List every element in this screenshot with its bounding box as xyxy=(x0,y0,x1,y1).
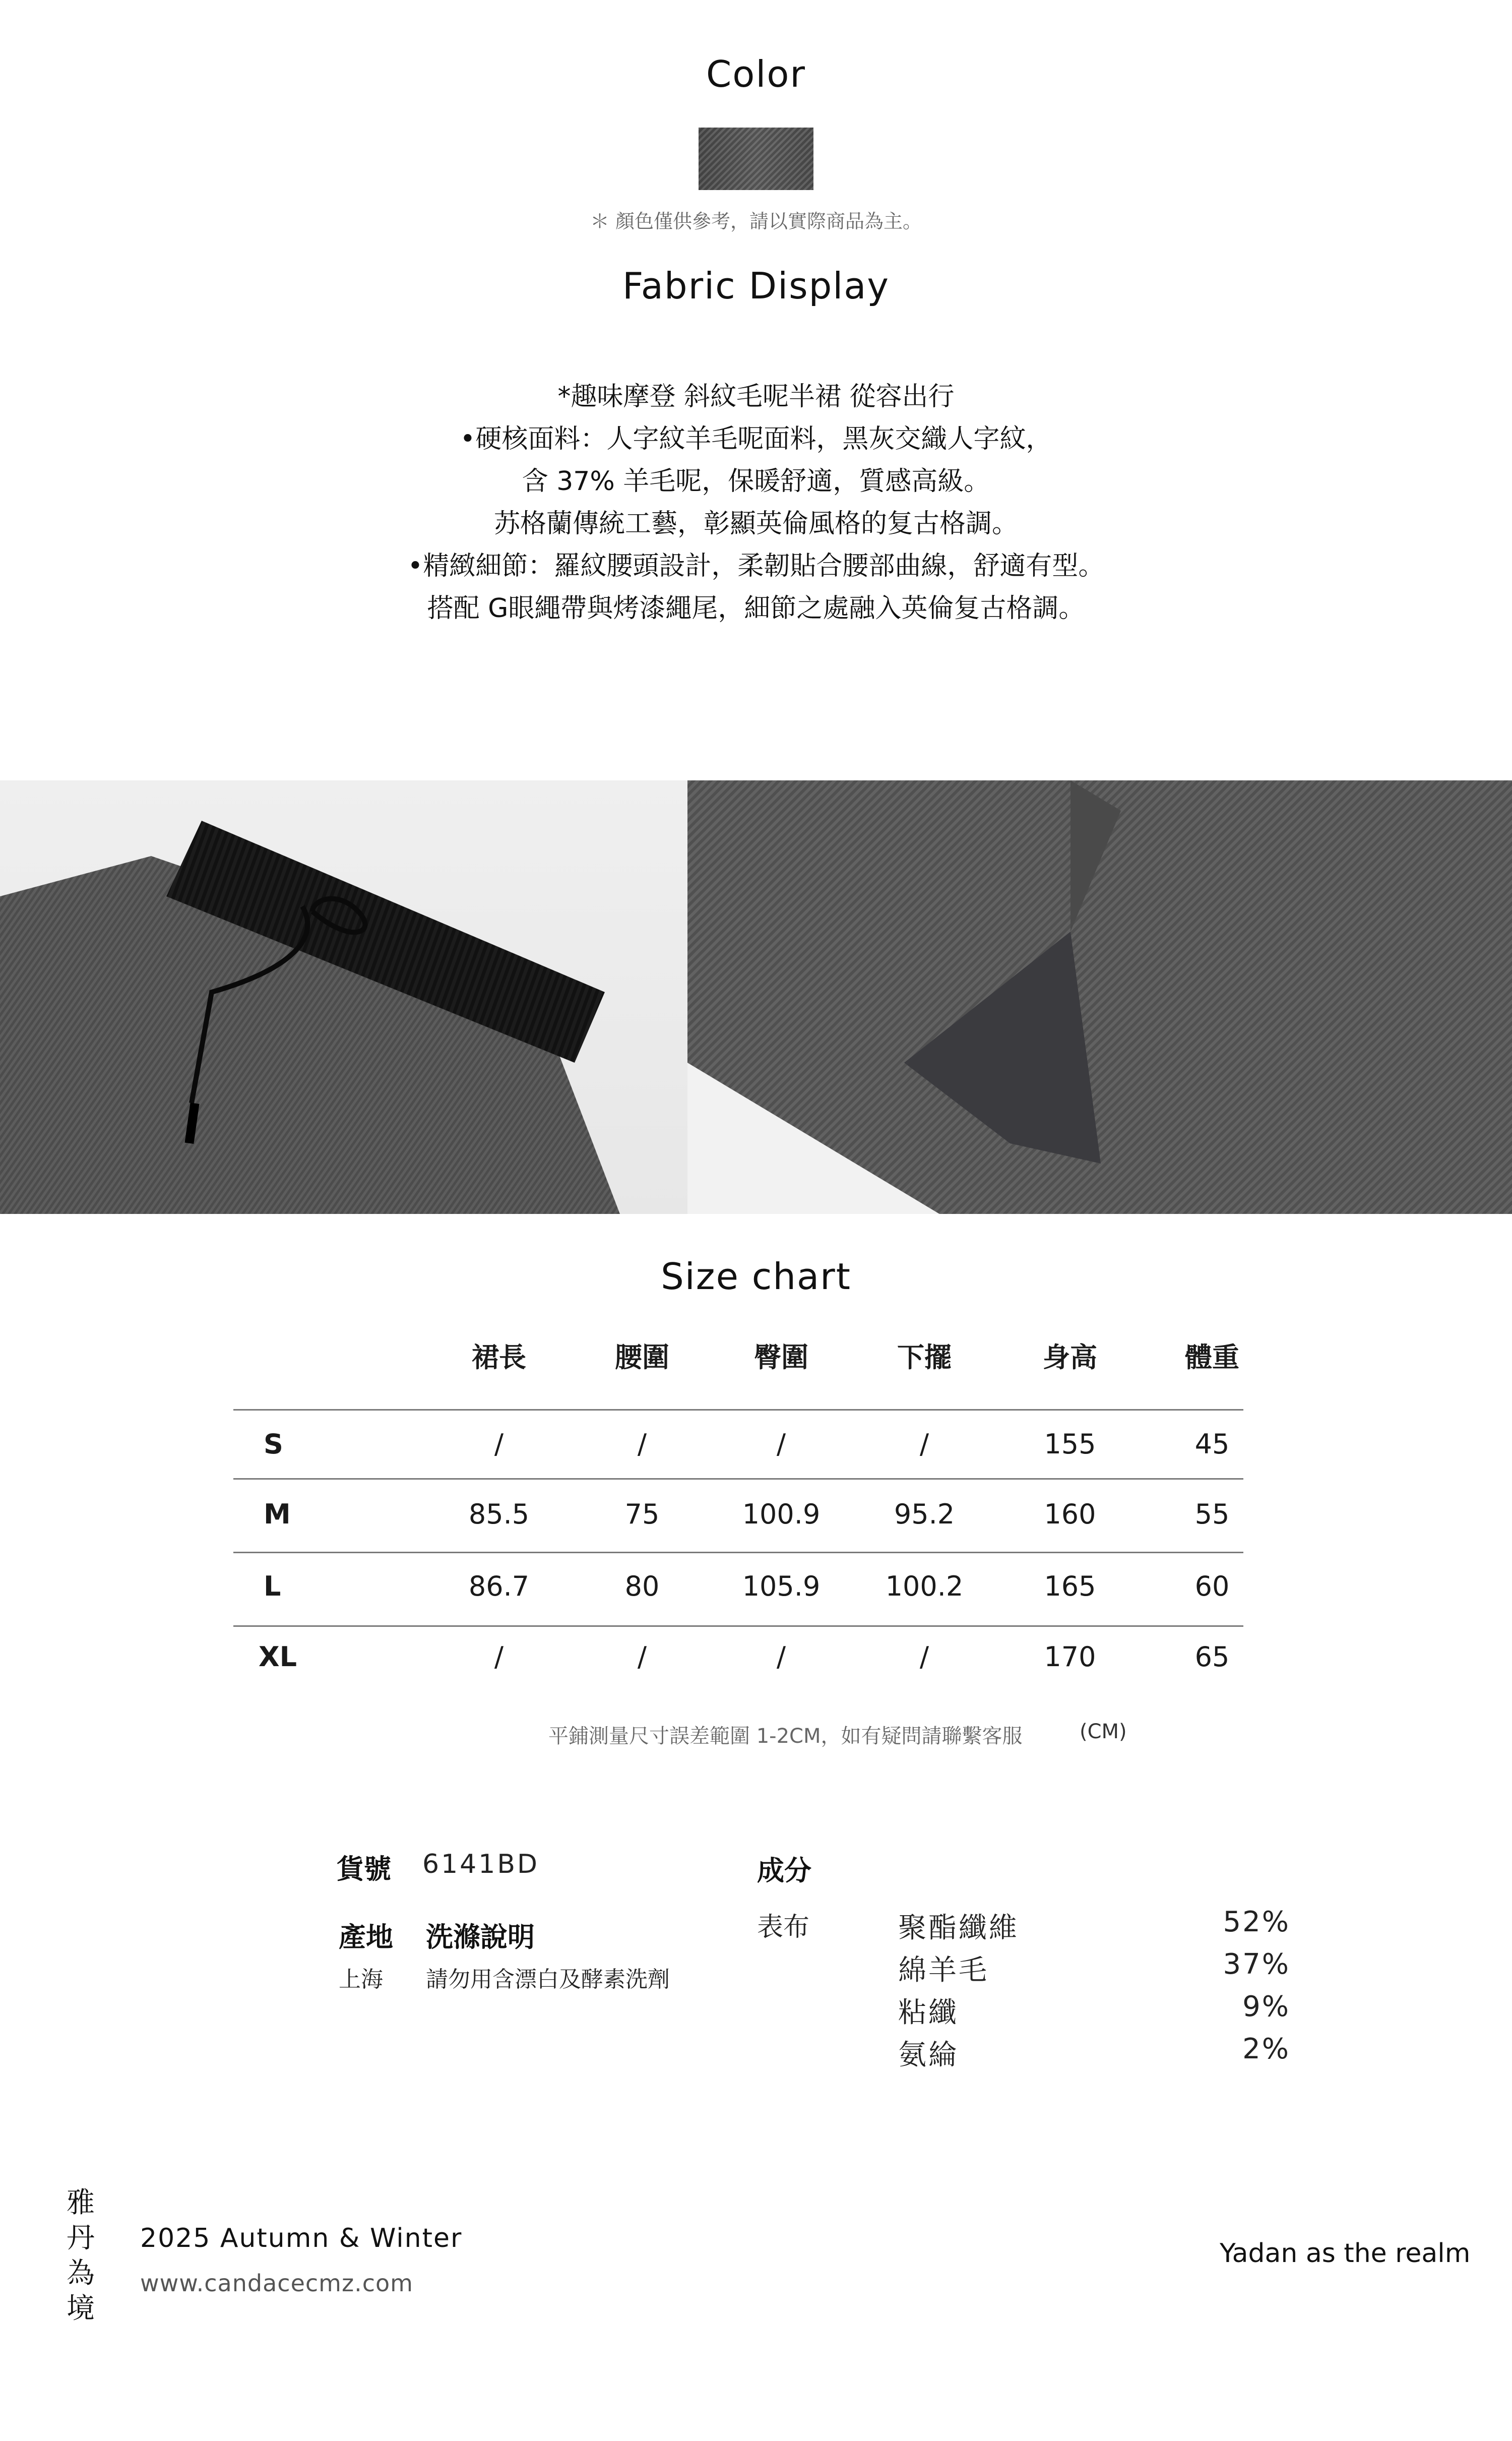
color-swatch xyxy=(699,128,813,190)
header-hem: 下擺 xyxy=(897,1341,952,1373)
color-note: ＊ 顏色僅供參考，請以實際商品為主。 xyxy=(590,210,922,232)
fabric-line: •硬核面料：人字紋羊毛呢面料，黑灰交織人字紋， xyxy=(460,424,1052,454)
table-row xyxy=(233,1641,1243,1712)
fabric-line: 搭配 G眼繩帶與烤漆繩尾，細節之處融入英倫复古格調。 xyxy=(427,593,1085,624)
wash-label: 洗滌說明 xyxy=(426,1921,535,1953)
slit-illustration xyxy=(687,780,1512,1214)
table-cell: 100.2 xyxy=(885,1570,964,1602)
table-row xyxy=(233,1498,1243,1569)
header-height: 身高 xyxy=(1043,1341,1097,1373)
origin-label: 產地 xyxy=(339,1921,393,1953)
composition-pct: 52% xyxy=(1223,1906,1290,1938)
waistband-illustration xyxy=(0,780,687,1214)
header-skirt-length: 裙長 xyxy=(472,1341,526,1373)
composition-pct: 2% xyxy=(1242,2033,1290,2065)
header-weight: 體重 xyxy=(1185,1341,1239,1373)
table-divider xyxy=(233,1478,1243,1480)
brand-char: 雅 xyxy=(67,2186,95,2219)
brand-vertical-logo xyxy=(60,2185,101,2327)
table-cell: 80 xyxy=(624,1570,660,1602)
table-cell: 86.7 xyxy=(468,1570,530,1602)
table-cell: 55 xyxy=(1194,1498,1230,1530)
table-row xyxy=(233,1570,1243,1641)
table-divider xyxy=(233,1625,1243,1627)
brand-char: 境 xyxy=(67,2292,95,2325)
fabric-label: 表布 xyxy=(757,1912,810,1942)
brand-char: 為 xyxy=(67,2257,95,2290)
slit-photo xyxy=(687,780,1512,1214)
color-title: Color xyxy=(706,53,806,95)
fabric-title: Fabric Display xyxy=(622,265,890,307)
table-cell: 60 xyxy=(1194,1570,1230,1602)
brand-char: 丹 xyxy=(67,2222,95,2254)
size-chart-title: Size chart xyxy=(661,1255,851,1298)
sku-value: 6141BD xyxy=(422,1849,540,1879)
waistband-photo xyxy=(0,780,687,1214)
fabric-line: •精緻細節：羅紋腰頭設計，柔韌貼合腰部曲線，舒適有型。 xyxy=(407,551,1105,581)
fabric-line: 苏格蘭傳統工藝，彰顯英倫風格的复古格調。 xyxy=(493,509,1018,539)
size-label: L xyxy=(264,1570,281,1602)
fabric-line: *趣味摩登 斜紋毛呢半裙 從容出行 xyxy=(557,382,955,412)
season-text: 2025 Autumn & Winter xyxy=(140,2223,463,2253)
header-hip: 臀圍 xyxy=(754,1341,808,1373)
composition-item: 綿羊毛 xyxy=(898,1954,989,1987)
brand-slogan: Yadan as the realm xyxy=(1220,2238,1471,2269)
size-chart-note: 平鋪測量尺寸誤差範圍 1-2CM，如有疑問請聯繫客服 xyxy=(548,1725,1023,1748)
table-cell: / xyxy=(776,1641,786,1673)
table-cell: / xyxy=(637,1428,647,1460)
size-label: M xyxy=(264,1498,291,1530)
table-cell: / xyxy=(919,1641,929,1673)
table-cell: 155 xyxy=(1044,1428,1096,1460)
fabric-line: 含 37% 羊毛呢，保暖舒適，質感高級。 xyxy=(522,466,990,497)
composition-item: 氨綸 xyxy=(898,2039,959,2071)
table-cell: 105.9 xyxy=(742,1570,821,1602)
table-cell: / xyxy=(494,1641,504,1673)
table-cell: 85.5 xyxy=(468,1498,530,1530)
composition-label: 成分 xyxy=(757,1855,811,1886)
table-divider xyxy=(233,1409,1243,1411)
table-cell: 65 xyxy=(1194,1641,1230,1673)
fabric-description xyxy=(0,376,1512,630)
composition-item: 聚酯纖維 xyxy=(898,1912,1019,1944)
table-row xyxy=(233,1428,1243,1499)
table-cell: 100.9 xyxy=(742,1498,821,1530)
table-cell: 95.2 xyxy=(894,1498,955,1530)
table-cell: / xyxy=(637,1641,647,1673)
composition-pct: 37% xyxy=(1223,1948,1290,1981)
sku-label: 貨號 xyxy=(337,1853,391,1885)
size-label: XL xyxy=(259,1641,297,1673)
wash-value: 請勿用含漂白及酵素洗劑 xyxy=(426,1967,670,1992)
header-waist: 腰圍 xyxy=(615,1341,669,1373)
origin-value: 上海 xyxy=(339,1967,383,1992)
size-label: S xyxy=(264,1428,283,1460)
table-cell: / xyxy=(919,1428,929,1460)
composition-pct: 9% xyxy=(1242,1990,1290,2023)
table-cell: 170 xyxy=(1044,1641,1096,1673)
website-url[interactable]: www.candacecmz.com xyxy=(140,2270,413,2297)
size-chart-unit: (CM) xyxy=(1080,1720,1127,1743)
table-cell: 75 xyxy=(624,1498,660,1530)
table-cell: 45 xyxy=(1194,1428,1230,1460)
table-divider xyxy=(233,1552,1243,1553)
table-cell: / xyxy=(776,1428,786,1460)
composition-item: 粘纖 xyxy=(898,1996,959,2029)
table-cell: / xyxy=(494,1428,504,1460)
table-cell: 160 xyxy=(1044,1498,1096,1530)
table-cell: 165 xyxy=(1044,1570,1096,1602)
